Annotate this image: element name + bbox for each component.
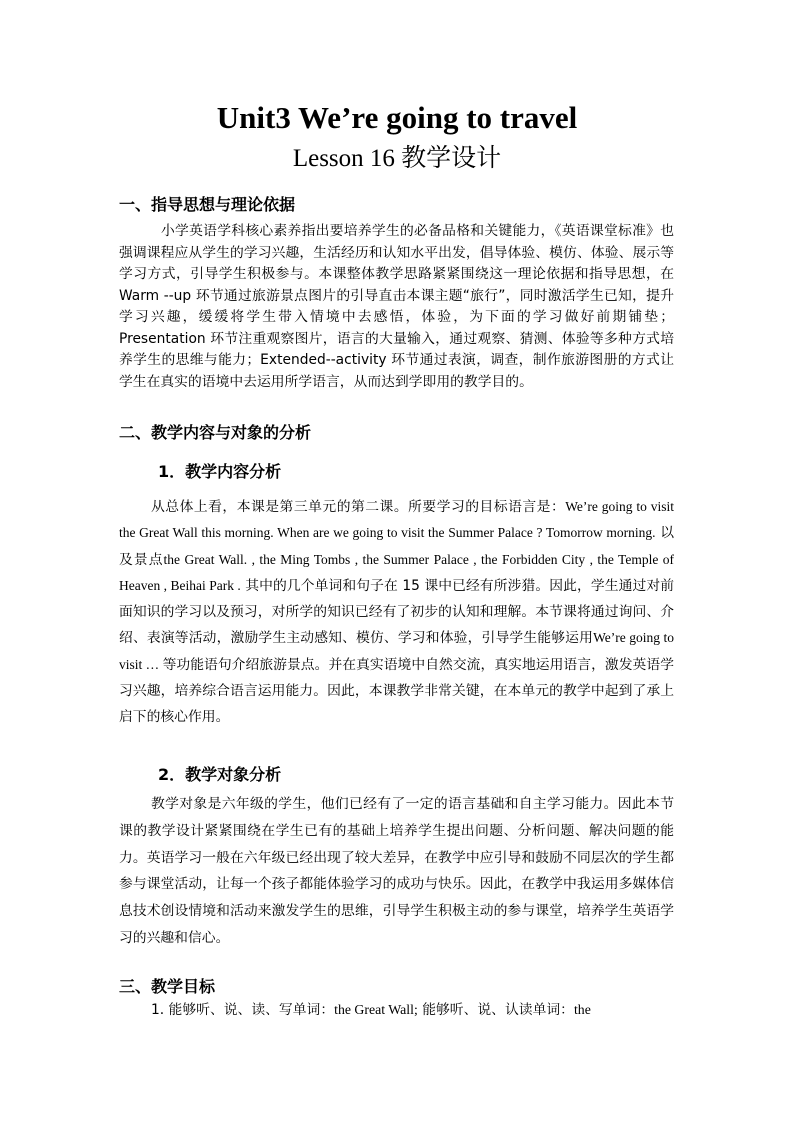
content-analysis-text-c: 以及景点 (119, 525, 675, 568)
objective-1-text-a: 1. 能够听、说、读、写单词： (151, 1002, 335, 1018)
learner-analysis-paragraph: 教学对象是六年级的学生，他们已经有了一定的语言基础和自主学习能力。因此本节课的教学设计紧紧围绕在学生已有的基础上培养学生提出问题、分析问题、解决问题的能力。英语学习一般在六年级已经出现了较大差异，在教学中应引导和鼓励不同层次的学生都参与课堂活动，让每一个孩子都能体验学习的成功与快乐。因此，在教学中我运用多媒体信息技术创设情境和活动来激发学生的思维，引导学生积极主动的参与课堂，培养学生英语学习的兴趣和信心。 (119, 796, 674, 946)
section1-paragraph: 小学英语学科核心素养指出要培养学生的必备品格和关键能力，《英语课堂标准》也强调课程应从学生的学习兴趣，生活经历和认知水平出发，倡导体验、模仿、体验、展示等学习方式，引导学生积极参与。本课整体教学思路紧紧围绕这一理论依据和指导思想，在 Warm --up 环节通过旅游景点图片的引导直击本课主题“旅行”，同时激活学生已知，提升学习兴趣，缓缓将学生带入情境中去感悟，体验，为下面的学习做好前期铺垫；Presentation 环节注重观察图片，语言的大量输入，通过观察、猜测、体验等多种方式培养学生的思维与能力；Extended--activity 环节通过表演，调查，制作旅游图册的方式让学生在真实的语境中去运用所学语言，从而达到学即用的教学目的。 (119, 223, 674, 390)
content-analysis-paragraph (119, 494, 674, 731)
content-analysis-heading: 1．教学内容分析 (158, 462, 282, 481)
document-subtitle: Lesson 16 教学设计 (292, 145, 502, 172)
learner-analysis-heading: 2．教学对象分析 (158, 765, 282, 784)
function-sentence: We’re going to visit … (119, 630, 675, 672)
content-analysis-text-g: 等功能语句介绍旅游景点。并在真实语境中自然交流，真实地运用语言，激发英语学习兴趣，培养综合语言运用能力。因此，本课教学非常关键，在本单元的教学中起到了承上启下的核心作用。 (119, 656, 674, 726)
objective-item-1 (119, 999, 674, 1022)
section2-heading: 二、教学内容与对象的分析 (119, 423, 312, 442)
objective-1-word-a: the Great Wall; (334, 1002, 418, 1017)
content-analysis-text-a: 从总体上看，本课是第三单元的第二课。所要学习的目标语言是： (151, 499, 566, 515)
section3-heading: 三、教学目标 (119, 977, 216, 996)
scenic-spots-list: the Great Wall. , the Ming Tombs , the Summer Palace , the Forbidden City , the Temple of Heaven , Beihai Park . (119, 551, 674, 593)
target-language-sentences: We’re going to visit the Great Wall this morning. When are we going to visit the Summer Palace ? Tomorrow morning. (119, 499, 674, 541)
content-analysis-text-e: 其中的几个单词和句子在 15 课中已经有所涉猎。因此，学生通过对前面知识的学习以及预习，对所学的知识已经有了初步的认知和理解。本节课将通过询问、介绍、表演等活动，激励学生主动感知、模仿、学习和体验，引导学生能够运用 (119, 577, 674, 647)
objective-1-text-c: 能够听、说、认读单词： (417, 1002, 574, 1018)
document-title: Unit3 We’re going to travel (216, 100, 578, 135)
section1-heading: 一、指导思想与理论依据 (119, 195, 296, 214)
objective-1-word-d: the (573, 1002, 591, 1017)
